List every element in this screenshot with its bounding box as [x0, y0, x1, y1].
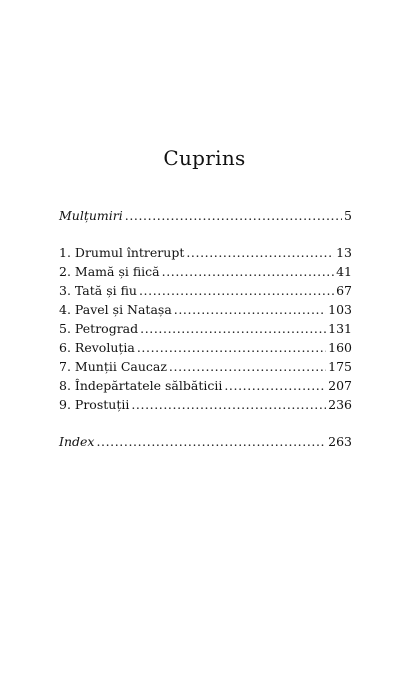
- toc-entry-label: Tată și fiu: [74, 283, 137, 298]
- toc-dot-leader: [174, 302, 326, 317]
- toc-entry-number: 6.: [59, 340, 71, 355]
- toc-entry-page: 5: [344, 208, 352, 223]
- toc-entry-chapter-2[interactable]: [59, 264, 352, 283]
- toc-entry-number: 5.: [59, 321, 71, 336]
- toc-entry-label: Îndepărtatele sălbăticii: [74, 378, 223, 393]
- toc-entry-page: 263: [328, 434, 352, 449]
- toc-entry-number: 1.: [59, 245, 71, 260]
- toc-dot-leader: [137, 340, 326, 355]
- toc-entry-number: 7.: [59, 359, 71, 374]
- toc-entry-chapter-5[interactable]: [59, 321, 352, 340]
- toc-entry-acknowledgements[interactable]: [59, 208, 352, 227]
- toc-entry-page: 131: [328, 321, 352, 336]
- toc-dot-leader: [125, 208, 342, 223]
- toc-entry-label: Revoluția: [74, 340, 135, 355]
- toc-entry-page: 236: [328, 397, 352, 412]
- toc-entry-chapter-4[interactable]: [59, 302, 352, 321]
- toc-entry-number: 3.: [59, 283, 71, 298]
- toc-entry-label: Pavel și Natașa: [74, 302, 172, 317]
- toc-entry-chapter-9[interactable]: [59, 397, 352, 416]
- toc-entry-label: Petrograd: [74, 321, 139, 336]
- toc-entry-page: 13: [336, 245, 352, 260]
- toc-dot-leader: [131, 397, 326, 412]
- toc-dot-leader: [140, 321, 326, 336]
- toc-entry-label: Prostuții: [74, 397, 130, 412]
- toc-entry-page: 207: [328, 378, 352, 393]
- toc-entry-chapter-6[interactable]: [59, 340, 352, 359]
- toc-entry-number: 2.: [59, 264, 71, 279]
- toc-entry-chapter-1[interactable]: [59, 245, 352, 264]
- toc-entry-index[interactable]: [59, 434, 352, 453]
- toc-entry-label: Drumul întrerupt: [74, 245, 185, 260]
- toc-dot-leader: [96, 434, 326, 449]
- toc-entry-label: Mulțumiri: [59, 208, 123, 223]
- toc-dot-leader: [224, 378, 326, 393]
- toc-dot-leader: [169, 359, 326, 374]
- toc-entry-chapter-7[interactable]: [59, 359, 352, 378]
- toc-entry-number: 8.: [59, 378, 71, 393]
- toc-entry-page: 160: [328, 340, 352, 355]
- toc-entry-chapter-3[interactable]: [59, 283, 352, 302]
- toc-entry-label: Mamă și fiică: [74, 264, 160, 279]
- table-of-contents: [59, 0, 352, 695]
- toc-entry-label: Munții Caucaz: [74, 359, 167, 374]
- toc-dot-leader: [139, 283, 334, 298]
- toc-entry-page: 103: [328, 302, 352, 317]
- page-title: Cuprins: [163, 146, 246, 170]
- toc-entry-page: 67: [336, 283, 352, 298]
- toc-entry-page: 175: [328, 359, 352, 374]
- toc-entry-number: 4.: [59, 302, 71, 317]
- toc-entry-chapter-8[interactable]: [59, 378, 352, 397]
- toc-entry-number: 9.: [59, 397, 71, 412]
- toc-entry-label: Index: [59, 434, 95, 449]
- toc-dot-leader: [186, 245, 334, 260]
- toc-entry-page: 41: [336, 264, 352, 279]
- toc-dot-leader: [162, 264, 334, 279]
